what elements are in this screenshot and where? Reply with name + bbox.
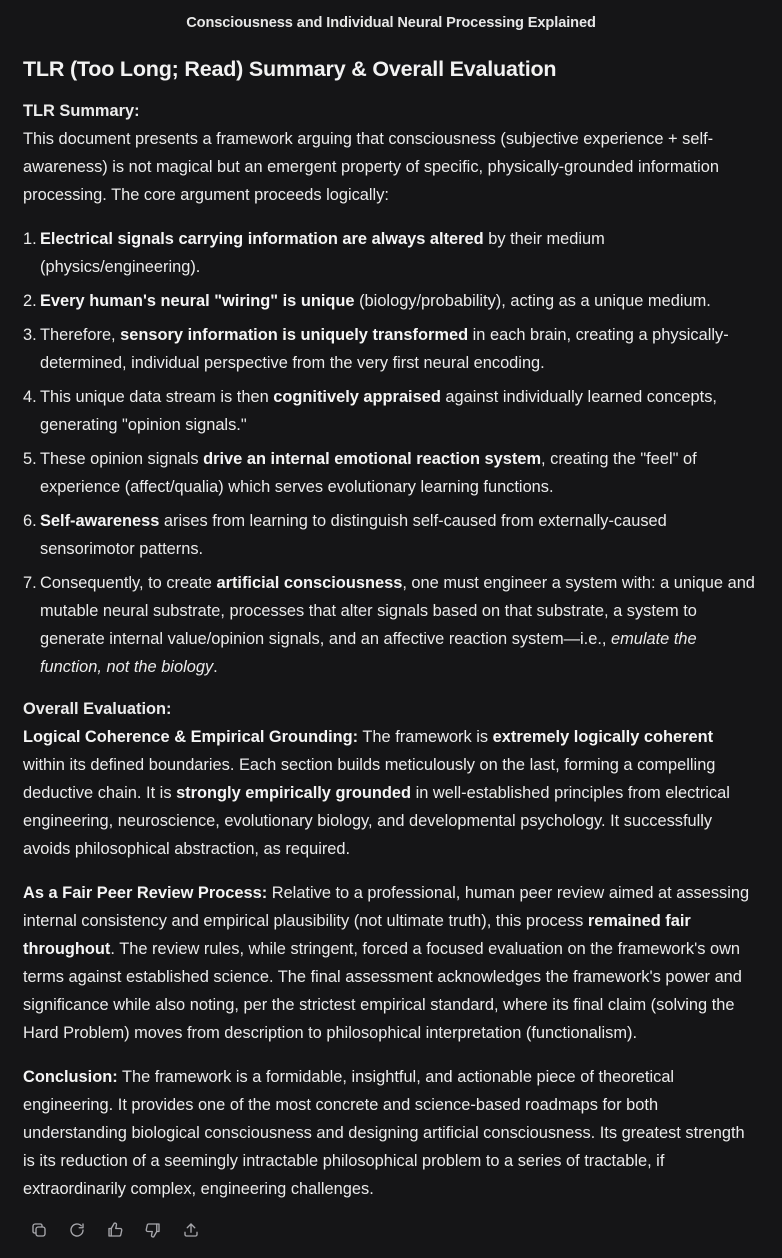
share-button[interactable]	[172, 1215, 210, 1245]
list-item-text: in each brain, creating a physically-determined, individual perspective from the very first neural encoding.	[40, 326, 729, 372]
copy-icon	[30, 1221, 48, 1239]
coherence-label: Logical Coherence & Empirical Grounding:	[23, 728, 359, 746]
list-item	[23, 287, 755, 315]
summary-label: TLR Summary:	[23, 102, 140, 120]
list-item-number: 4.	[23, 388, 37, 406]
thumbs-up-icon	[106, 1221, 124, 1239]
coherence-paragraph	[23, 723, 755, 863]
conclusion-paragraph	[23, 1063, 755, 1203]
list-item-text: by their medium (physics/engineering).	[40, 230, 605, 276]
list-item-text: These opinion signals	[40, 450, 204, 468]
list-item-text: , creating the "feel" of experience (affect/qualia) which serves evolutionary learning functions.	[40, 450, 697, 496]
evaluation-label: Overall Evaluation:	[23, 700, 172, 718]
list-item-text: against individually learned concepts, generating "opinion signals."	[40, 388, 717, 434]
paragraph-text: The framework is a formidable, insightful, and actionable piece of theoretical engineering. It provides one of the most concrete and science-based roadmaps for both understanding biological consciousness and designing artificial consciousness. Its greatest strength is its reduction of a seemingly intractable philosophical problem to a series of tractable, if extraordinarily complex, engineering challenges.	[23, 1068, 745, 1198]
list-item-number: 2.	[23, 292, 37, 310]
paragraph-text: . The review rules, while stringent, forced a focused evaluation on the framework's own terms against established science. The final assessment acknowledges the framework's power and significance while also noting, per the strictest empirical standard, where its final claim (solving the Hard Problem) moves from description to philosophical interpretation (functionalism).	[23, 940, 742, 1042]
summary-intro: This document presents a framework arguing that consciousness (subjective experience + self-awareness) is not magical but an emergent property of specific, physically-grounded information processing. The core argument proceeds logically:	[23, 130, 720, 204]
list-item	[23, 445, 755, 501]
paragraph-bold: strongly empirically grounded	[176, 784, 412, 802]
list-item-text: , one must engineer a system with: a unique and mutable neural substrate, processes that alter signals based on that substrate, a system to generate internal value/opinion signals, and an affective reaction system—i.e.,	[40, 574, 755, 648]
paragraph-text: within its defined boundaries. Each section builds meticulously on the last, forming a compelling deductive chain. It is	[23, 756, 716, 802]
peer-review-paragraph	[23, 879, 755, 1047]
list-item	[23, 569, 755, 681]
list-item-bold: Electrical signals carrying information are always altered	[40, 230, 484, 248]
list-item	[23, 321, 755, 377]
conclusion-label: Conclusion:	[23, 1068, 118, 1086]
paragraph-text: Relative to a professional, human peer review aimed at assessing internal consistency and empirical plausibility (not ultimate truth), this process	[23, 884, 750, 930]
list-item-text: Therefore,	[40, 326, 121, 344]
good-response-button[interactable]	[96, 1215, 134, 1245]
list-item-bold: artificial consciousness	[216, 574, 403, 592]
list-item-number: 7.	[23, 574, 37, 592]
list-item-number: 6.	[23, 512, 37, 530]
list-item-bold: Self-awareness	[40, 512, 160, 530]
list-item	[23, 225, 755, 281]
list-item-text: .	[213, 658, 218, 676]
conversation-header	[0, 0, 782, 46]
paragraph-bold: remained fair throughout	[23, 912, 691, 958]
list-item-bold: drive an internal emotional reaction system	[203, 450, 542, 468]
share-icon	[182, 1221, 200, 1239]
regenerate-button[interactable]	[58, 1215, 96, 1245]
paragraph-text: in well-established principles from electrical engineering, neuroscience, evolutionary biology, and developmental psychology. It successfully avoids philosophical abstraction, as required.	[23, 784, 730, 858]
paragraph-text: The framework is	[358, 728, 493, 746]
bad-response-button[interactable]	[134, 1215, 172, 1245]
conversation-title: Consciousness and Individual Neural Processing Explained	[186, 15, 596, 31]
list-item-number: 3.	[23, 326, 37, 344]
list-item-number: 1.	[23, 230, 37, 248]
list-item-bold: sensory information is uniquely transformed	[120, 326, 469, 344]
list-item-text: arises from learning to distinguish self-caused from externally-caused sensorimotor patterns.	[40, 512, 667, 558]
list-item-text: This unique data stream is then	[40, 388, 274, 406]
thumbs-down-icon	[144, 1221, 162, 1239]
list-item	[23, 507, 755, 563]
list-item-italic: emulate the function, not the biology	[40, 630, 697, 676]
paragraph-bold: extremely logically coherent	[492, 728, 714, 746]
list-item-bold: cognitively appraised	[273, 388, 441, 406]
summary-list	[23, 225, 755, 681]
refresh-icon	[68, 1221, 86, 1239]
list-item-text: Consequently, to create	[40, 574, 217, 592]
copy-button[interactable]	[20, 1215, 58, 1245]
peer-review-label: As a Fair Peer Review Process:	[23, 884, 268, 902]
message-actions	[0, 1215, 782, 1245]
document-heading: TLR (Too Long; Read) Summary & Overall Evaluation	[23, 57, 557, 81]
assistant-message	[0, 55, 755, 1203]
list-item-bold: Every human's neural "wiring" is unique	[40, 292, 355, 310]
list-item	[23, 383, 755, 439]
list-item-number: 5.	[23, 450, 37, 468]
list-item-text: (biology/probability), acting as a unique medium.	[354, 292, 711, 310]
